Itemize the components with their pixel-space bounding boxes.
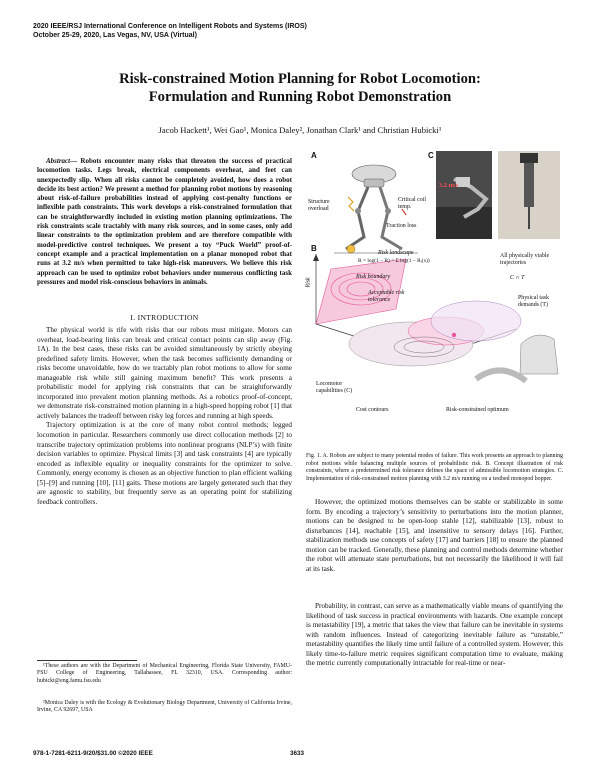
intro-paragraph-1-text: The physical world is rife with risks that our robots must mitigate. Motors can overheat, load-bearing links can break and critical contact points can slip away (Fig. 1A). In the best cases, these risks can be avoided simultaneously by strictly obeying predefined safety limits. However, when the task becomes sufficiently demanding or risks become unavoidable, how do we tractably plan robot motions to allow for some manageable risk while still gaining maximum benefit? This work presents a probabilistic model for applying risk constraints that can be straightforwardly incorporated into prevalent motion planning methods. As a robotics proof-of-concept, we demonstrate risk-constrained motion planning in a high-speed hopping robot [1] that actively balances the tradeoff between risky leg forces and running at high speeds.: [37, 326, 292, 420]
panel-c-photos: [436, 151, 560, 239]
intro-paragraph-1: [37, 326, 292, 507]
footnote-affiliation-1: ¹These authors are with the Department of Mechanical Engineering, Florida State University, FAMU-FSU College of Engineering, Tallahassee, FL 32310, USA. Corresponding author: hubicki@eng.famu.fsu.edu: [37, 663, 292, 684]
label-risk-formula: R = log(1 − R) = Σ log(1 − Rᵢ(x)): [358, 258, 430, 264]
axis-label-risk: Risk: [305, 277, 312, 288]
author-list: Jacob Hackett¹, Wei Gao¹, Monica Daley², Jonathan Clark¹ and Christian Hubicki¹: [158, 125, 442, 135]
label-acceptable-risk-tolerance: Acceptable risk tolerance: [368, 290, 405, 303]
figure-1-caption: Fig. 1. A. Robots are subject to many potential modes of failure. This work presents an approach to planning robot motions while balancing multiple sources of probabilistic risk. B. Concept illustration of risk constraints, where a predetermined risk tolerance defines the space of admissible locomotion strategies. C. Implementation of risk-constrained motion planning with 3.2 m/s running on a testbed monopod hopper.: [306, 453, 563, 482]
label-risk-landscape: Risk landscape: [378, 250, 414, 256]
conference-header: [33, 22, 307, 40]
abstract-text: — Robots encounter many risks that threaten the success of practical locomotion tasks. Legs break, electrical components overheat, and feet can unexpectedly slip. When all risks cannot be completely avoided, how does a robot decide its best action? We present a method for planning robot motions by reasoning about risk-of-failure probabilities instead of applying cost-penalty functions or inflexible path constraints. This work develops a risk-constrained formulation that can be straightforwardly included in existing motion planning optimizations. The risk constraints scale tractably with many risk sources, and in some cases, only add linear constraints to the optimization problem and are therefore compatible with model-predictive control techniques. We present a toy “Puck World” proof-of-concept example and a practical implementation on a planar monopod robot that runs at 3.2 m/s when permitted to take high-risk maneuvers. We believe this risk approach can be used to optimize robot behaviors under numerous conflicting task pressures and model risk-conscious behaviors in animals.: [37, 157, 292, 286]
conference-line-1: 2020 IEEE/RSJ International Conference on Intelligent Robots and Systems (IROS): [33, 23, 307, 30]
label-structure-overload: Structure overload: [308, 199, 330, 212]
label-c-intersect-t: C ∩ T: [510, 275, 525, 281]
intro-paragraph-2-text: Trajectory optimization is at the core of many robot control methods; legged locomotion in particular. Researchers commonly use direct collocation methods [2] to transcribe trajectory optimization problems into nonlinear programs (NLP’s) with finite decision variables to optimize. Physical limits [3] and task constraints [4] are typically encoded as inflexible equality or inequality constraints for the optimizer to solve. Commonly, energy economy is chosen as an objective function to plan efficient walking [5]–[9] and running [10], [11] gaits. These motions are largely generated such that they are agnostic to stability, but frequently serve as an operating point for stabilizing feedback controllers.: [37, 421, 292, 506]
panel-b-risk-landscape: [313, 254, 558, 381]
title-line-1: Risk-constrained Motion Planning for Robot Locomotion:: [119, 71, 481, 87]
footnote-divider: [37, 660, 137, 661]
label-all-viable-trajectories: All physically viable trajectories: [500, 253, 550, 266]
label-locomotor-capabilities: Locomotor capabilities (C): [316, 381, 353, 394]
abstract: [37, 157, 292, 287]
footer-isbn: 978-1-7281-6211-9/20/$31.00 ©2020 IEEE: [33, 750, 153, 757]
speed-tag: 3.2 m/s: [439, 182, 459, 189]
label-cost-contours: Cost contours: [356, 407, 389, 413]
right-paragraph-2: Probability, in contrast, can serve as a mathematically viable means of quantifying the likelihood of task success in practical environments with hazards. One example concept is metastability [19], a metric that takes the view that failure can be inevitable in systems with random influences. Instead of categorizing inevitable failure as “unstable,” metastability quantifies the likely time until failure of a controlled system. However, this likely time-to-failure metric requires significant computation time to evaluate, making the metric currently computationally intractable for real-time or near-: [306, 602, 563, 668]
label-traction-loss: Traction loss: [386, 223, 417, 229]
conference-line-2: October 25-29, 2020, Las Vegas, NV, USA (Virtual): [33, 32, 197, 39]
paper-title: [30, 70, 570, 106]
right-paragraph-1: However, the optimized motions themselves can be stable or stabilizable in some form. By encoding a trajectory’s sensitivity to perturbations into the motion planner, motions can be designed to be open-loop stable [12], stabilizable [13], robust to disturbances [14], reachable [15], and insensitive to sensory delays [16]. Further, stabilization methods use concepts of safety [17] and barriers [18] to ensure the planned motion can be tracked. Generally, these planning and control methods determine whether the robot will attenuate state perturbations, but not necessarily the likelihood it will fail at its task.: [306, 498, 563, 573]
label-risk-constrained-optimum: Risk-constrained optimum: [446, 407, 509, 413]
label-physical-task-demands: Physical task demands (T): [518, 295, 549, 308]
label-critical-coil-temp: Critical coil temp.: [398, 197, 426, 210]
page-number: 3633: [290, 750, 305, 757]
abstract-lead: Abstract: [46, 157, 71, 165]
footnote-affiliation-2: ²Monica Daley is with the Ecology & Evolutionary Biology Department, University of California Irvine, Irvine, CA 92697, USA: [37, 700, 292, 714]
figure-1: [306, 149, 565, 449]
figure-panel-label-c: C: [428, 151, 434, 160]
figure-panel-label-b: B: [311, 244, 317, 253]
title-line-2: Formulation and Running Robot Demonstration: [148, 89, 452, 105]
section-heading-introduction: I. INTRODUCTION: [130, 313, 199, 322]
label-risk-boundary: Risk boundary: [356, 274, 391, 280]
figure-panel-label-a: A: [311, 151, 317, 160]
